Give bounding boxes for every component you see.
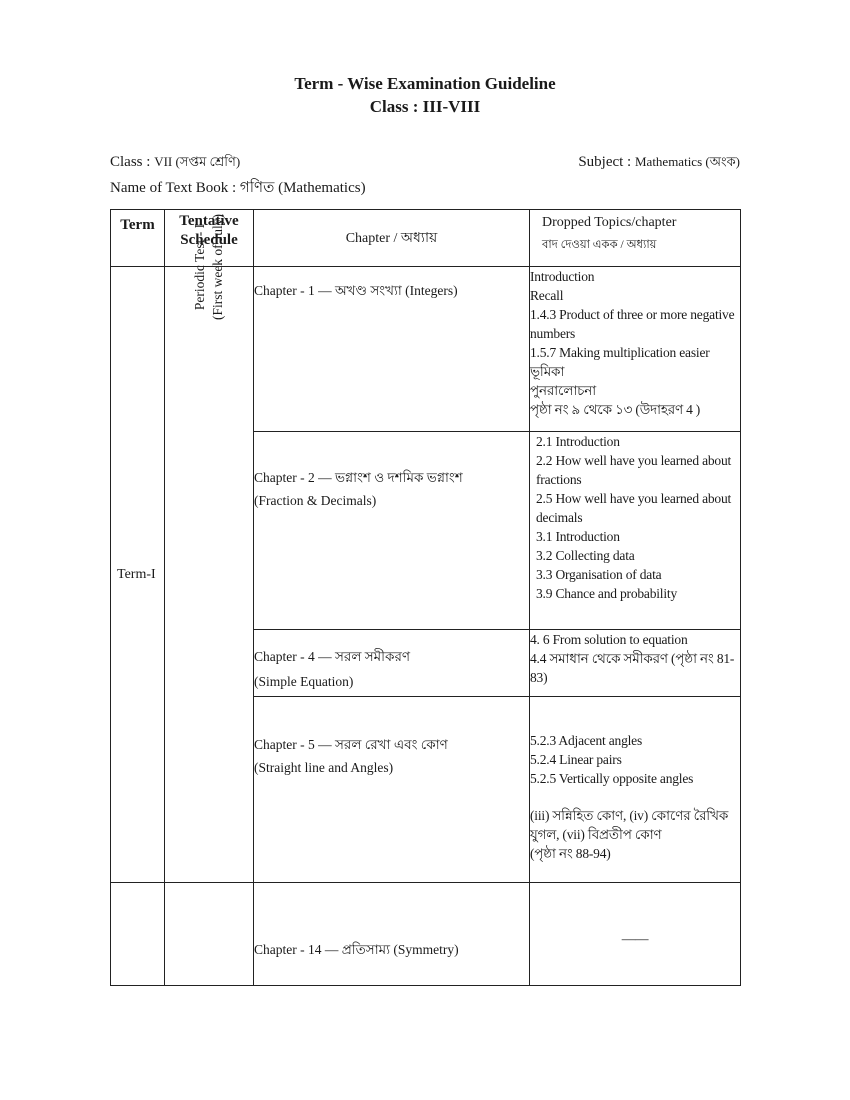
chapter-title: Chapter - 5 — সরল রেখা এবং কোণ [254, 737, 448, 752]
dropped-item: Recall [530, 288, 564, 303]
chapter-cell [254, 630, 530, 697]
header-dropped-line2: বাদ দেওয়া একক / অধ্যায় [542, 239, 657, 251]
dropped-cell [530, 432, 741, 630]
dropped-cell [530, 267, 741, 432]
dropped-cell [530, 883, 741, 986]
chapter-title: Chapter - 4 — সরল সমীকরণ [254, 649, 411, 664]
term-cell-empty [111, 883, 165, 986]
chapter-subtitle: (Fraction & Decimals) [254, 493, 377, 508]
chapter-cell [254, 883, 530, 986]
dropped-item: Introduction [530, 269, 595, 284]
dropped-item: 2.2 How well have you learned about fractions [536, 453, 732, 487]
dropped-item: 3.1 Introduction [536, 529, 620, 544]
dropped-item: 4. 6 From solution to equation [530, 632, 688, 647]
schedule-vertical-text [191, 214, 227, 320]
class-line [110, 153, 240, 174]
dropped-item: পুনরালোচনা [530, 383, 597, 398]
schedule-line2: (First week of July) [210, 213, 225, 321]
dropped-cell [530, 697, 741, 883]
dropped-item: —— [621, 931, 649, 946]
textbook-line [110, 176, 366, 201]
chapter-title: Chapter - 14 — প্রতিসাম্য (Symmetry) [254, 942, 459, 957]
dropped-spacer [530, 788, 740, 806]
header-dropped-line1: Dropped Topics/chapter [542, 215, 677, 230]
header-schedule-line1: Tentative [179, 213, 239, 229]
header-schedule-line2: Schedule [180, 232, 238, 248]
header-chapter: Chapter / অধ্যায় [254, 210, 530, 267]
header-dropped [530, 210, 741, 267]
class-value: VII (সপ্তম শ্রেণি) [154, 154, 241, 169]
subject-value: Mathematics (অংক) [634, 154, 740, 169]
table-row [111, 267, 741, 432]
chapter-cell [254, 432, 530, 630]
dropped-item: 4.4 সমাধান থেকে সমীকরণ (পৃষ্ঠা নং 81-83) [530, 651, 735, 685]
chapter-cell [254, 697, 530, 883]
chapter-cell [254, 267, 530, 432]
dropped-item: 2.5 How well have you learned about decimals [536, 491, 732, 525]
dropped-item: পৃষ্ঠা নং ৯ থেকে ১৩ (উদাহরণ 4 ) [530, 402, 701, 417]
document-subtitle: Class : III-VIII [369, 97, 481, 116]
dropped-item: 3.2 Collecting data [536, 548, 635, 563]
dropped-item: 2.1 Introduction [536, 434, 620, 449]
chapter-title: Chapter - 2 — ভগ্নাংশ ও দশমিক ভগ্নাংশ [254, 470, 463, 485]
dropped-item: (পৃষ্ঠা নং 88-94) [530, 846, 611, 861]
schedule-cell-empty [165, 883, 254, 986]
dropped-item: 5.2.3 Adjacent angles [530, 733, 643, 748]
textbook-value: গণিত (Mathematics) [239, 180, 366, 196]
dropped-item: 3.3 Organisation of data [536, 567, 662, 582]
subject-label: Subject : [578, 154, 635, 170]
dropped-item: 3.9 Chance and probability [536, 586, 678, 601]
textbook-label: Name of Text Book : [110, 180, 240, 196]
chapter-title: Chapter - 1 — অখণ্ড সংখ্যা (Integers) [254, 283, 458, 298]
table-row [111, 883, 741, 986]
dropped-item: (iii) সন্নিহিত কোণ, (iv) কোণের রৈখিক যুগল, (vii) বিপ্রতীপ কোণ [530, 808, 729, 842]
chapter-subtitle: (Simple Equation) [254, 674, 354, 689]
dropped-item: 5.2.4 Linear pairs [530, 752, 622, 767]
schedule-line1: Periodic Test - I [192, 223, 207, 311]
subject-line [578, 153, 740, 174]
document-title: Term - Wise Examination Guideline [294, 74, 556, 93]
dropped-item: 1.5.7 Making multiplication easier [530, 345, 710, 360]
header-term: Term [111, 210, 165, 267]
dropped-cell [530, 630, 741, 697]
examination-table [110, 209, 741, 986]
dropped-item: 1.4.3 Product of three or more negative numbers [530, 307, 735, 341]
chapter-subtitle: (Straight line and Angles) [254, 760, 394, 775]
term-cell: Term-I [111, 267, 165, 883]
class-label: Class : [110, 154, 155, 170]
dropped-item: ভূমিকা [530, 364, 565, 379]
dropped-item: 5.2.5 Vertically opposite angles [530, 771, 694, 786]
